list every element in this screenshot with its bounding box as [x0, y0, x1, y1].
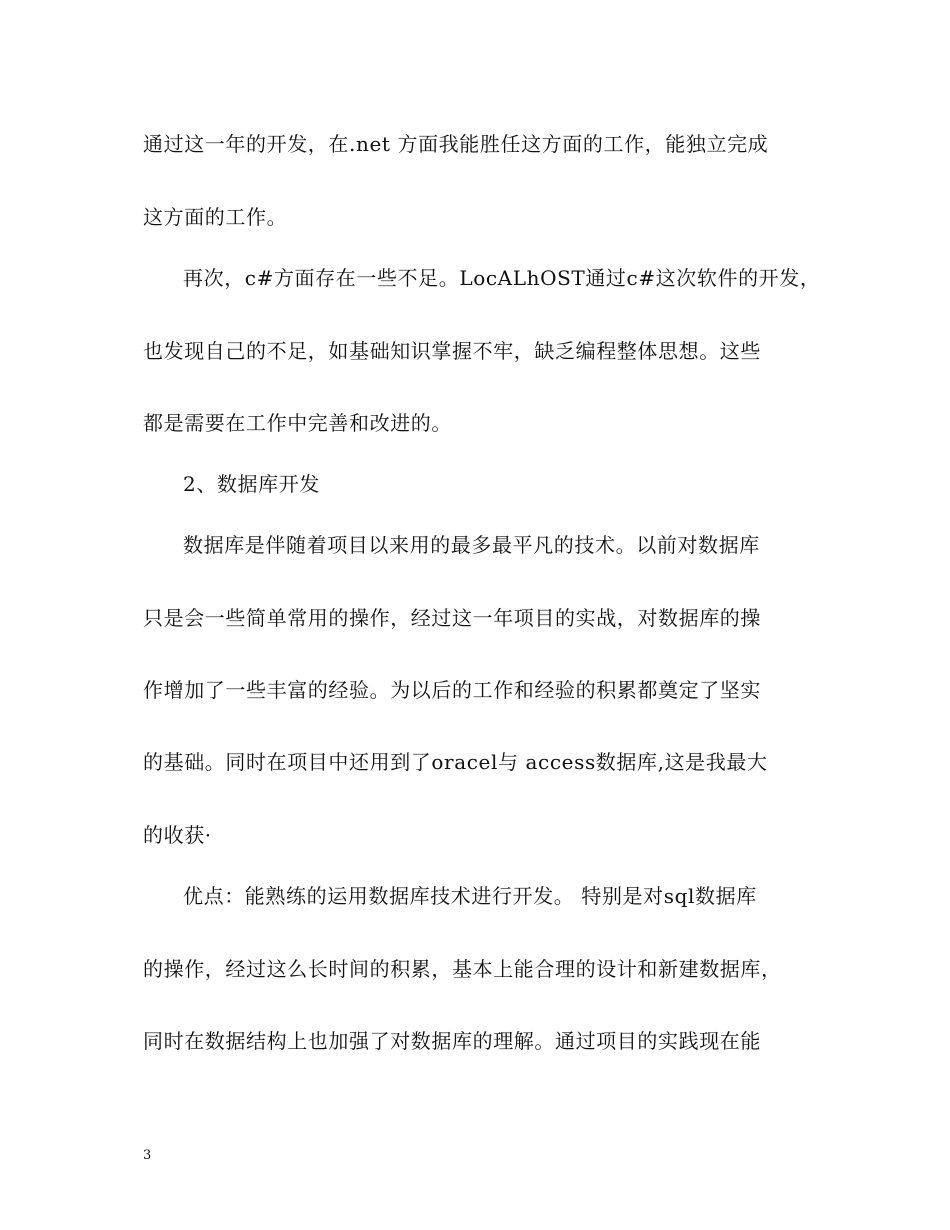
- paragraph-line: 作增加了一些丰富的经验。为以后的工作和经验的积累都奠定了坚实: [143, 678, 761, 702]
- paragraph-line: 的收获·: [143, 823, 212, 847]
- paragraph-line: 只是会一些简单常用的操作，经过这一年项目的实战，对数据库的操: [143, 606, 761, 630]
- paragraph-line: 的基础。同时在项目中还用到了oracel与 access数据库,这是我最大: [143, 750, 768, 774]
- paragraph-line: 通过这一年的开发，在.net 方面我能胜任这方面的工作，能独立完成: [143, 132, 769, 156]
- paragraph-line: 也发现自己的不足，如基础知识掌握不牢，缺乏编程整体思想。这些: [143, 339, 761, 363]
- paragraph-line: 再次，c#方面存在一些不足。LocALhOST通过c#这次软件的开发，: [183, 266, 821, 290]
- paragraph-line: 的操作，经过这么长时间的积累，基本上能合理的设计和新建数据库，: [143, 957, 782, 981]
- page-number: 3: [143, 1148, 152, 1163]
- paragraph-line: 这方面的工作。: [143, 205, 288, 229]
- paragraph-line: 同时在数据结构上也加强了对数据库的理解。通过项目的实践现在能: [143, 1029, 761, 1053]
- section-heading: 2、数据库开发: [183, 472, 320, 496]
- paragraph-line: 优点：能熟练的运用数据库技术进行开发。 特别是对sql数据库: [183, 884, 757, 908]
- paragraph-line: 都是需要在工作中完善和改进的。: [143, 411, 452, 435]
- paragraph-line: 数据库是伴随着项目以来用的最多最平凡的技术。以前对数据库: [183, 533, 760, 557]
